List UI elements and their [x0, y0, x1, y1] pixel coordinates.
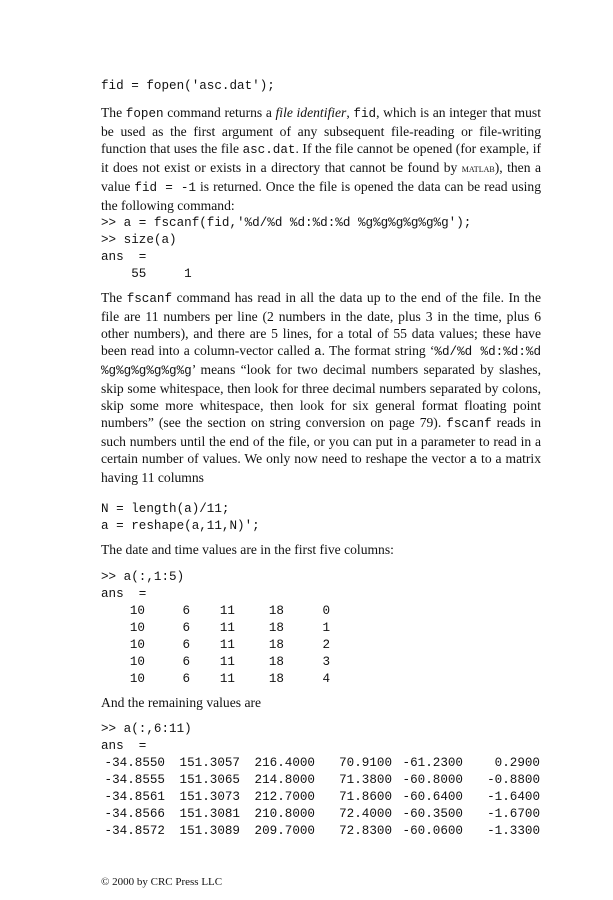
- table-cell: 71.3800: [339, 773, 392, 787]
- table-cell: 18: [268, 672, 284, 686]
- code-fopen: fid = fopen('asc.dat');: [101, 79, 275, 93]
- table-cell: -60.3500: [402, 807, 463, 821]
- table-cell: 0.2900: [494, 756, 540, 770]
- table-cell: 6: [182, 638, 190, 652]
- table-cell: 11: [219, 604, 235, 618]
- table-cell: 10: [129, 621, 145, 635]
- table-cell: 151.3089: [179, 824, 240, 838]
- table-cell: 72.8300: [339, 824, 392, 838]
- matrix-date-time: [101, 603, 330, 688]
- table-cell: 72.4000: [339, 807, 392, 821]
- table-cell: 214.8000: [254, 773, 315, 787]
- copyright-footer: © 2000 by CRC Press LLC: [101, 876, 223, 888]
- table-row: [101, 671, 330, 688]
- code-line: >> a(:,1:5): [101, 570, 185, 584]
- table-row: [101, 789, 540, 806]
- code-line: a = reshape(a,11,N)';: [101, 519, 260, 533]
- table-row: [101, 637, 330, 654]
- table-row: [101, 772, 540, 789]
- table-cell: 6: [182, 621, 190, 635]
- table-cell: 18: [268, 604, 284, 618]
- paragraph-remaining-values: And the remaining values are: [101, 695, 262, 710]
- code-line: >> a = fscanf(fid,'%d/%d %d:%d:%d %g%g%g%g%g%g');: [101, 216, 472, 230]
- table-cell: 11: [219, 672, 235, 686]
- table-cell: -0.8800: [487, 773, 540, 787]
- paragraph-date-columns: The date and time values are in the first five columns:: [101, 542, 394, 557]
- code-remaining-columns: [101, 721, 192, 755]
- table-cell: 18: [268, 621, 284, 635]
- table-cell: -61.2300: [402, 756, 463, 770]
- table-cell: 10: [129, 604, 145, 618]
- table-cell: 1: [322, 621, 330, 635]
- table-cell: 18: [268, 655, 284, 669]
- table-cell: -60.6400: [402, 790, 463, 804]
- table-cell: 11: [219, 621, 235, 635]
- table-cell: 151.3081: [179, 807, 240, 821]
- table-cell: 210.8000: [254, 807, 315, 821]
- table-cell: 151.3065: [179, 773, 240, 787]
- table-cell: 11: [219, 655, 235, 669]
- table-cell: 216.4000: [254, 756, 315, 770]
- table-cell: -34.8555: [104, 773, 165, 787]
- table-row: [101, 755, 540, 772]
- table-cell: 151.3057: [179, 756, 240, 770]
- table-cell: 0: [322, 604, 330, 618]
- table-cell: 11: [219, 638, 235, 652]
- table-cell: -60.8000: [402, 773, 463, 787]
- table-row: [101, 806, 540, 823]
- matrix-remaining-values: [101, 755, 540, 840]
- table-cell: 212.7000: [254, 790, 315, 804]
- table-row: [101, 823, 540, 840]
- table-cell: -1.3300: [487, 824, 540, 838]
- table-cell: 71.8600: [339, 790, 392, 804]
- table-cell: -60.0600: [402, 824, 463, 838]
- table-cell: 209.7000: [254, 824, 315, 838]
- code-line: ans =: [101, 587, 147, 601]
- table-row: [101, 620, 330, 637]
- code-fscanf-block: [101, 215, 471, 283]
- code-line: ans =: [101, 739, 147, 753]
- code-first-columns: [101, 569, 184, 603]
- table-cell: 6: [182, 655, 190, 669]
- table-cell: 10: [129, 655, 145, 669]
- table-cell: 6: [182, 672, 190, 686]
- table-cell: -34.8572: [104, 824, 165, 838]
- table-row: [101, 654, 330, 671]
- table-cell: -1.6400: [487, 790, 540, 804]
- table-cell: 3: [322, 655, 330, 669]
- table-cell: -34.8566: [104, 807, 165, 821]
- table-cell: -34.8561: [104, 790, 165, 804]
- paragraph-fopen-description: The fopen command returns a file identifier, fid, which is an integer that must be used as the first argument of any subsequent file-reading or file-writing function that uses the file asc.dat. If the file cannot be opened (for example, if it does not exist or exists in a directory that cannot be found by matlab), then a value fid = -1 is returned. Once the file is opened the data can be read using the following command:: [101, 105, 542, 213]
- code-line: >> size(a): [101, 233, 177, 247]
- paragraph-fscanf-description: The fscanf command has read in all the data up to the end of the file. In the file are 11 numbers per line (2 numbers in the date, plus 3 in the time, plus 6 other numbers), and there are 5 lines, for a total of 55 data values; these have been read into a column-vector called a. The format string ‘%d/%d %d:%d:%d %g%g%g%g%g%g’ means “look for two decimal numbers separated by slashes, skip some whitespace, then look for three decimal numbers separated by colons, skip some more whitespace, then look for six general format floating point numbers” (see the section on string conversion on page 79). fscanf reads in such numbers until the end of the file, or you can put in a parameter to read in a certain number of values. We only now need to reshape the vector a to a matrix having 11 columns: [101, 290, 541, 485]
- code-reshape-block: [101, 501, 260, 535]
- table-cell: 10: [129, 638, 145, 652]
- table-cell: 2: [322, 638, 330, 652]
- table-cell: -34.8550: [104, 756, 165, 770]
- table-cell: -1.6700: [487, 807, 540, 821]
- code-line: N = length(a)/11;: [101, 502, 230, 516]
- code-line: >> a(:,6:11): [101, 722, 192, 736]
- code-line: ans =: [101, 250, 147, 264]
- table-cell: 4: [322, 672, 330, 686]
- table-cell: 6: [182, 604, 190, 618]
- code-line: 55 1: [101, 267, 192, 281]
- table-cell: 18: [268, 638, 284, 652]
- table-row: [101, 603, 330, 620]
- table-cell: 70.9100: [339, 756, 392, 770]
- table-cell: 151.3073: [179, 790, 240, 804]
- table-cell: 10: [129, 672, 145, 686]
